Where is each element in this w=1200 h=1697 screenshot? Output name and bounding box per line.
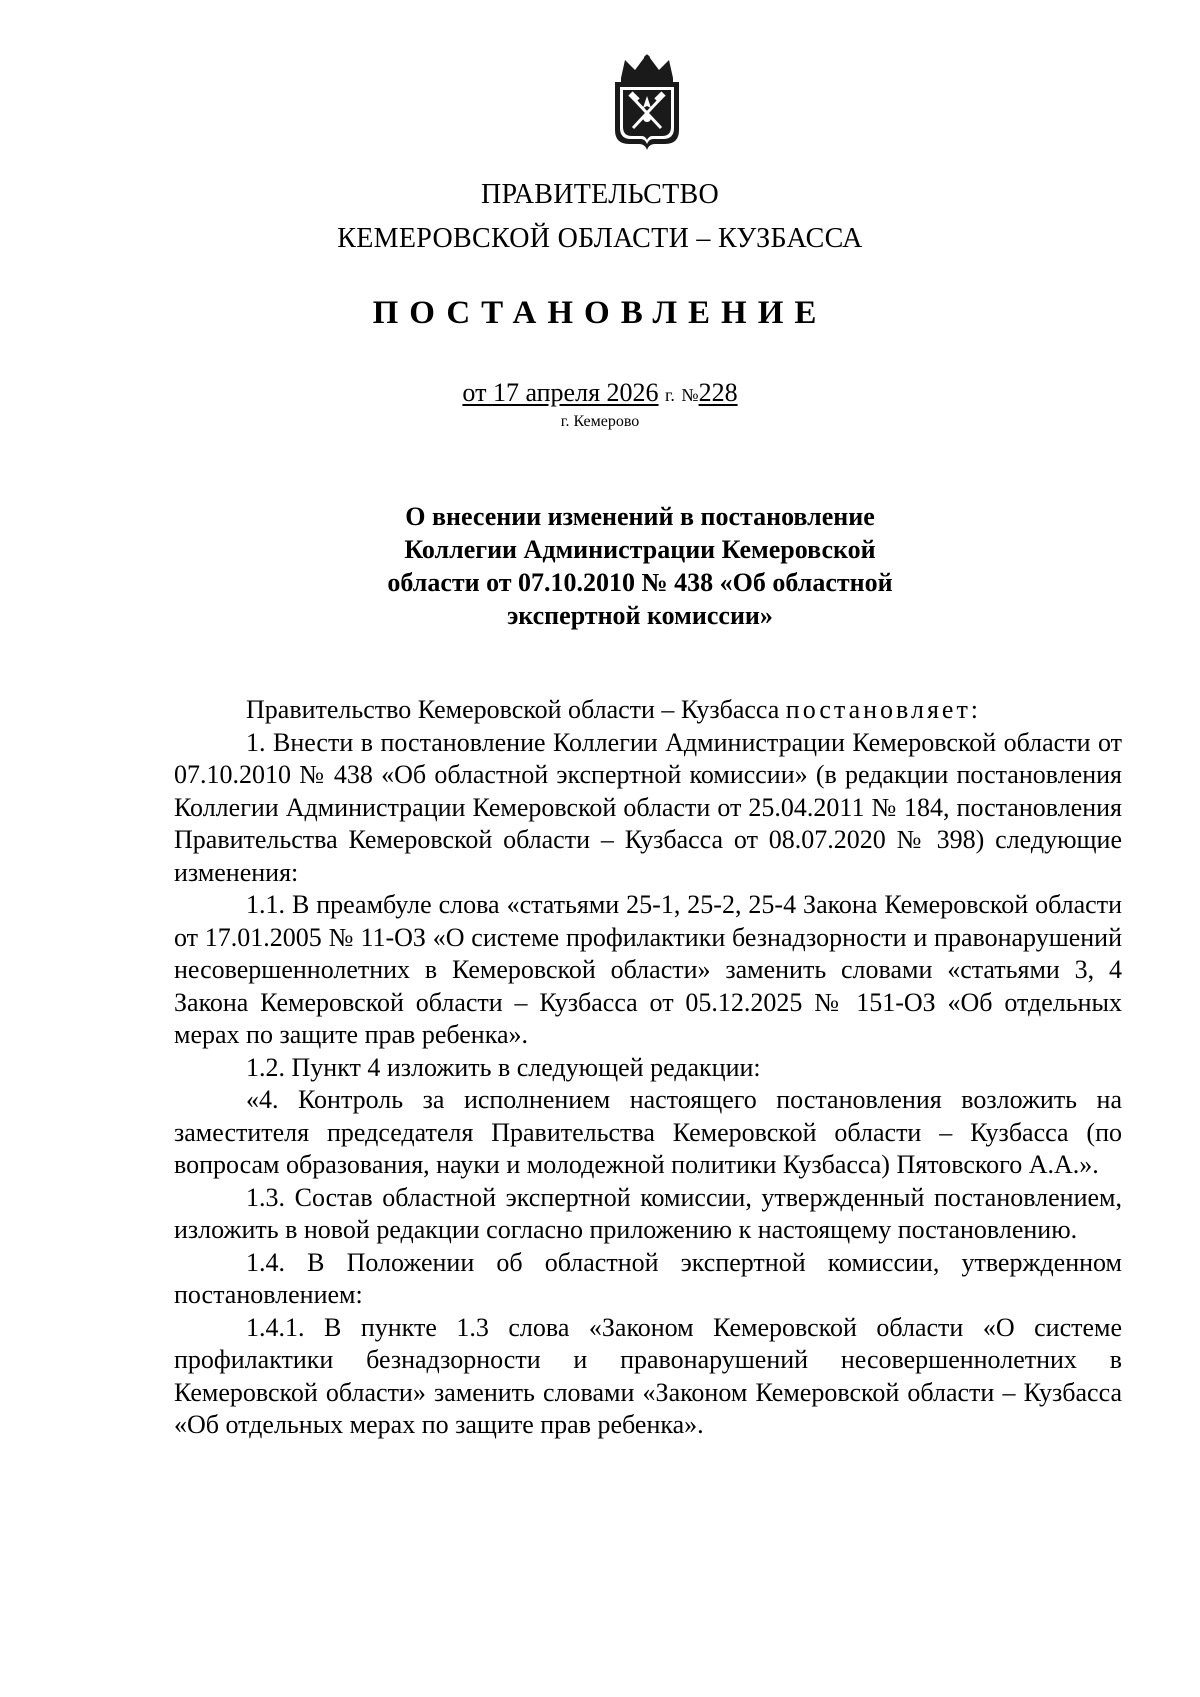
body-paragraph: 1. Внести в постановление Коллегии Администрации Кемеровской области от 07.10.2010 № 438 «Об областной экспертной комиссии» (в редакции постановления Коллегии Администрации Кемеровской области от 25.04.2011 № 184, постановления Правительства Кемеровской области – Кузбасса от 08.07.2020 № 398) следующие изменения:: [174, 727, 1122, 887]
date-suffix: г.: [665, 385, 675, 405]
number-sign: №: [681, 385, 699, 405]
title-line: экспертной комиссии»: [507, 601, 773, 630]
document-title: [330, 500, 950, 632]
title-line: О внесении изменений в постановление: [405, 502, 875, 531]
body-paragraph: 1.2. Пункт 4 изложить в следующей редакции:: [246, 1052, 761, 1082]
body-paragraph: 1.4.1. В пункте 1.3 слова «Законом Кемеровской области «О системе профилактики безнадзорности и правонарушений несовершеннолетних в Кемеровской области» заменить словами «Законом Кемеровской области – Кузбасса «Об отдельных мерах по защите прав ребенка».: [174, 1312, 1122, 1439]
document-type-heading: ПОСТАНОВЛЕНИЕ: [372, 295, 828, 331]
document-date: 17 апреля 2026: [492, 378, 659, 407]
date-prefix: от: [462, 378, 487, 407]
organization-name-line-1: ПРАВИТЕЛЬСТВО: [480, 179, 720, 210]
organization-name-line-2: КЕМЕРОВСКОЙ ОБЛАСТИ – КУЗБАССА: [337, 223, 863, 254]
city-name: г. Кемерово: [560, 413, 640, 430]
title-line: области от 07.10.2010 № 438 «Об областной: [387, 568, 893, 597]
body-paragraph: 1.3. Состав областной экспертной комиссии, утвержденный постановлением, изложить в новой редакции согласно приложению к настоящему постановлению.: [174, 1182, 1122, 1244]
preamble-paragraph: [174, 694, 1122, 727]
document-body: [174, 694, 1122, 1442]
document-number: 228: [698, 378, 738, 407]
body-paragraph: 1.4. В Положении об областной экспертной комиссии, утвержденном постановлением:: [174, 1247, 1122, 1309]
body-paragraph: 1.1. В преамбуле слова «статьями 25-1, 25-2, 25-4 Закона Кемеровской области от 17.01.2005 № 11-ОЗ «О системе профилактики безнадзорности и правонарушений несовершеннолетних в Кемеровской области» заменить словами «статьями 3, 4 Закона Кемеровской области – Кузбасса от 05.12.2025 № 151-ОЗ «Об отдельных мерах по защите прав ребенка».: [174, 890, 1122, 1049]
title-line: Коллегии Администрации Кемеровской: [404, 535, 876, 564]
preamble-text: Правительство Кемеровской области – Кузбасса: [246, 695, 786, 724]
date-number-line: [0, 378, 1200, 408]
coat-of-arms-icon: [611, 52, 683, 152]
preamble-decree-word: постановляет:: [785, 695, 982, 724]
body-paragraph: «4. Контроль за исполнением настоящего постановления возложить на заместителя председателя Правительства Кемеровской области – Кузбасса (по вопросам образования, науки и молодежной политики Кузбасса) Пятовского А.А.».: [174, 1085, 1122, 1179]
